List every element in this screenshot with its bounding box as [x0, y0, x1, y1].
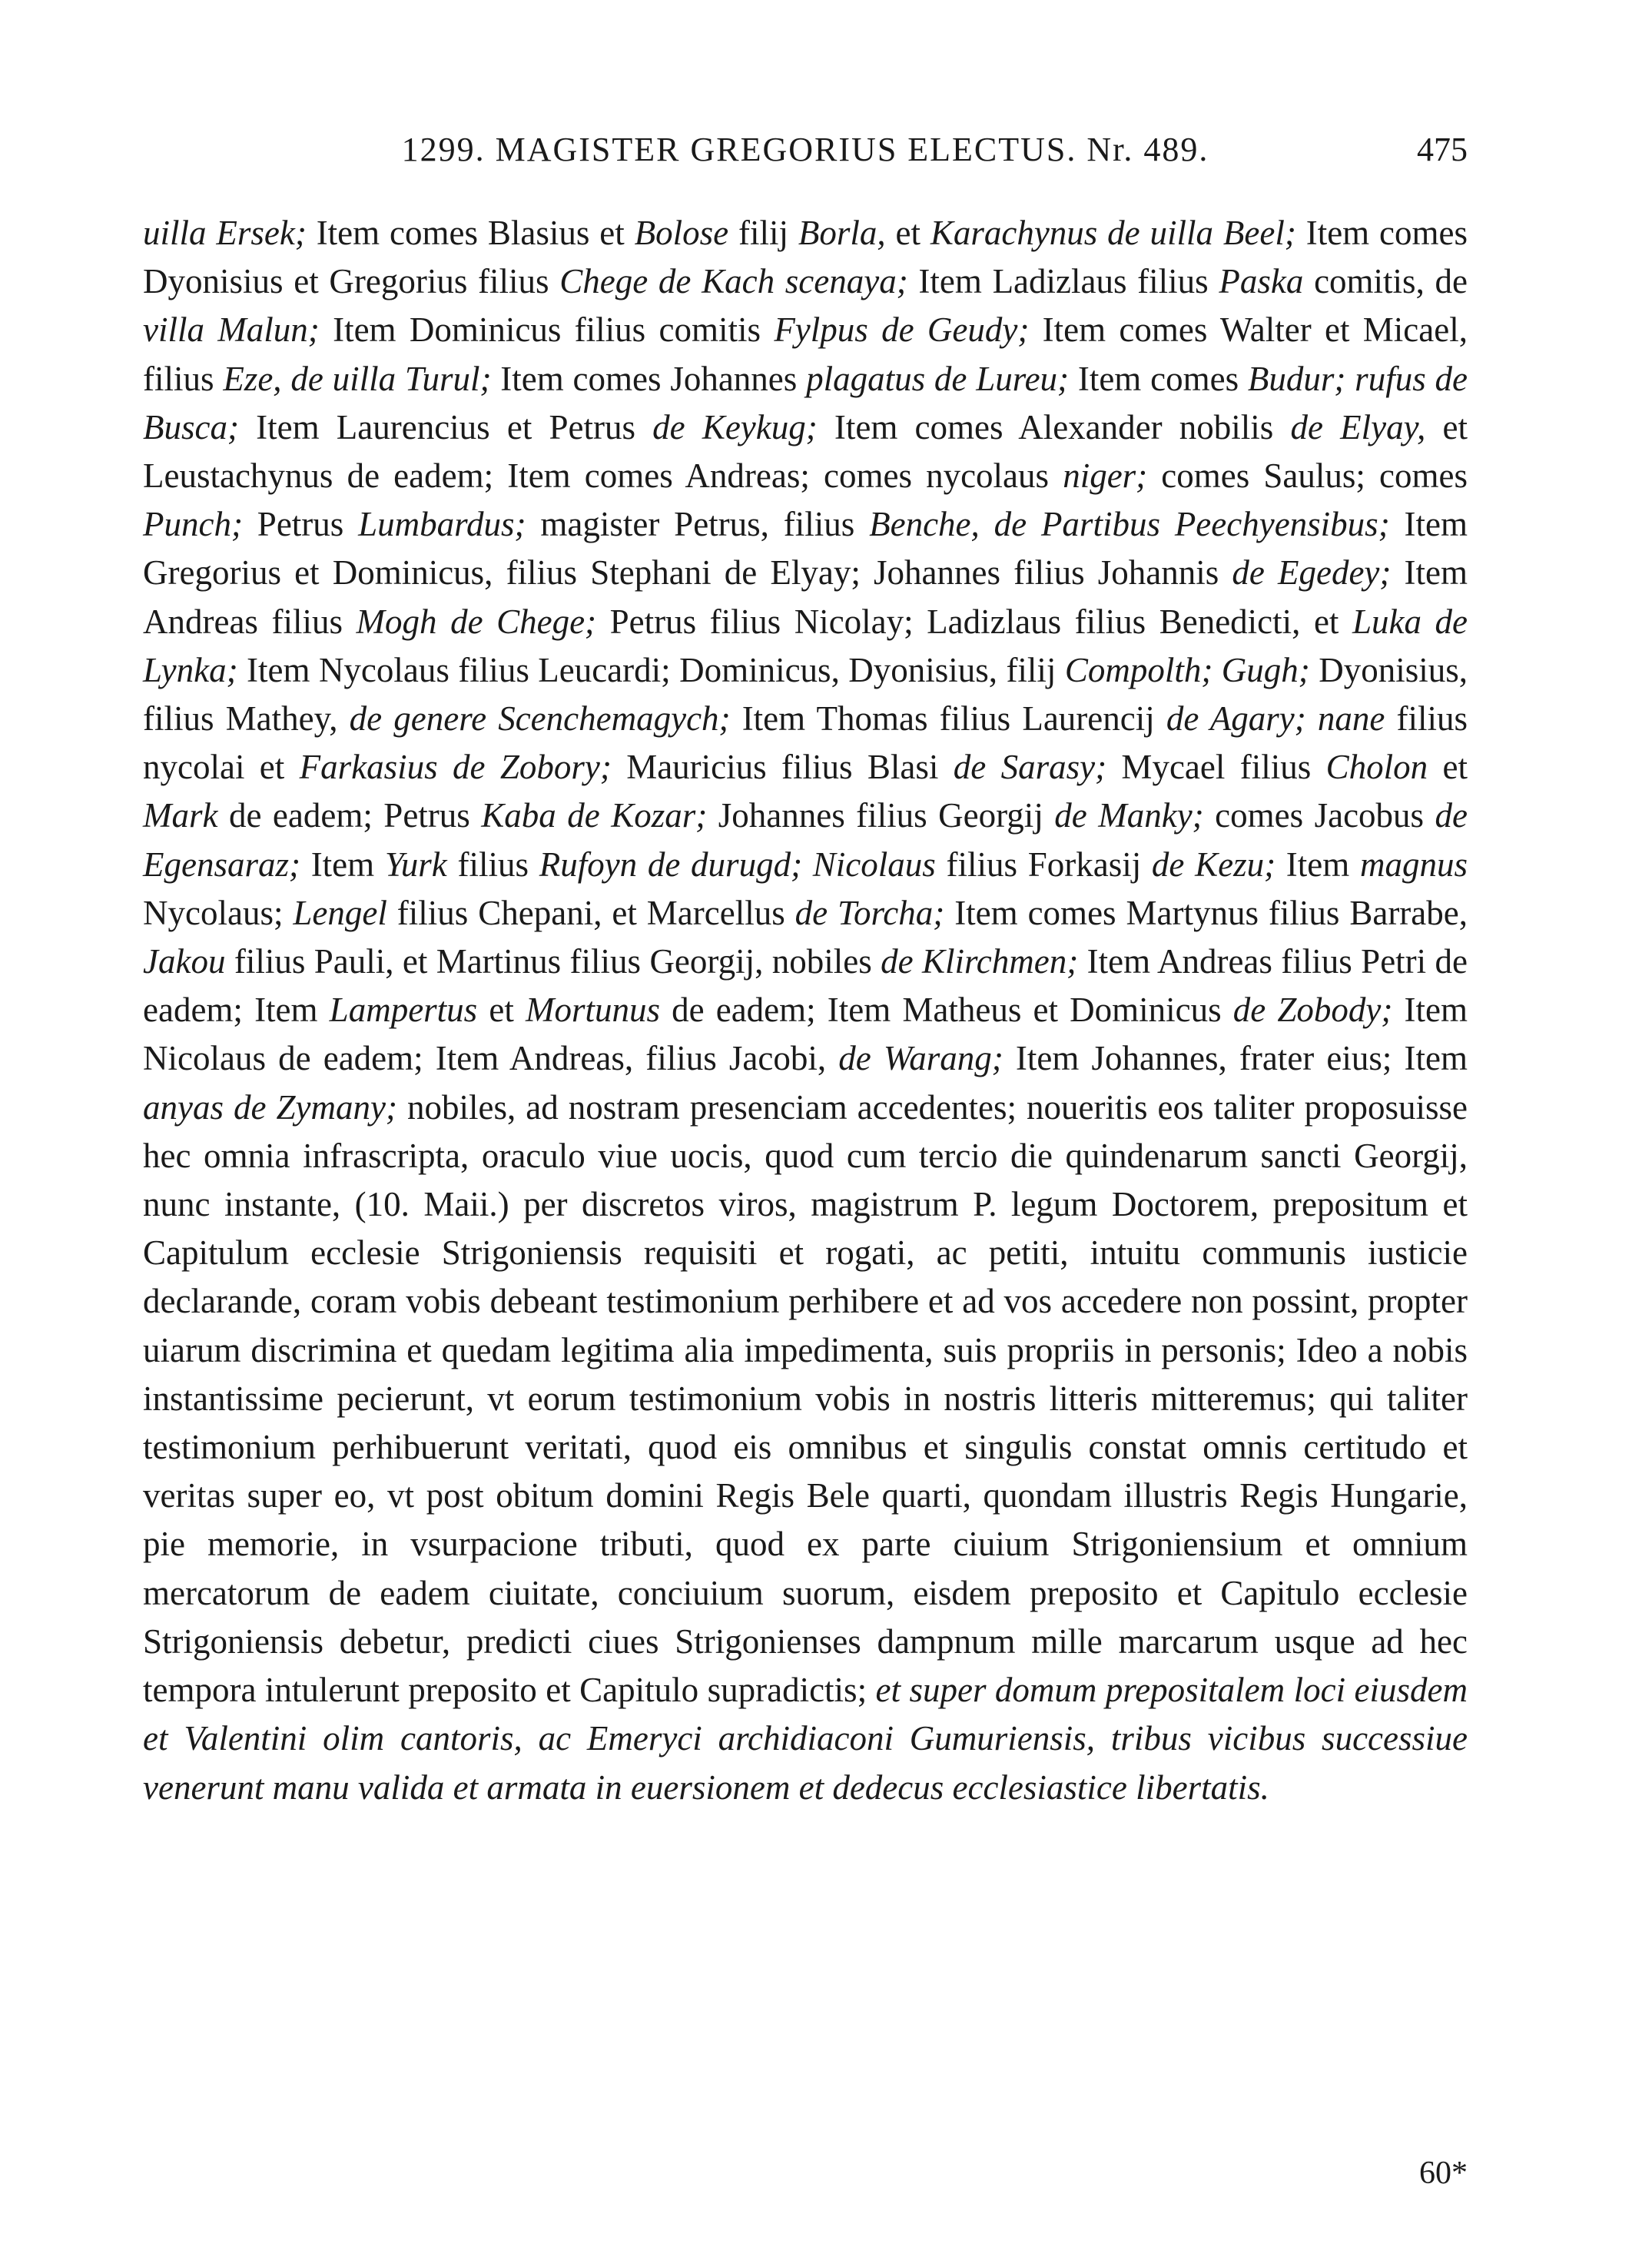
italic-name-run: Borla, — [798, 214, 886, 252]
italic-name-run: Bolose — [634, 214, 729, 252]
text-run: filius nycolai et — [143, 699, 1468, 787]
italic-name-run: de Agary; nane — [1166, 699, 1385, 739]
italic-name-run: Benche, de Partibus Peechyensibus; — [869, 505, 1390, 544]
text-run: comitis, de — [1303, 262, 1468, 301]
italic-name-run: de genere Scenchemagych; — [349, 699, 731, 739]
text-run: nobiles, ad nostram presenciam accedentes; noueritis eos taliter proposuisse hec omnia infrascripta, oraculo viue uocis, quod cum tercio die quindenarum sancti Georgij, nunc instante, (10. Maii.) per discretos viros, magistrum P. legum Doctorem, prepositum et Capitulum ecclesie Strigoniensis requisiti et rogati, ac petiti, intuitu communis iusticie declarande, coram vobis debeant testimonium perhibere et ad vos accedere non possint, propter uiarum discrimina et quedam legitima alia impedimenta, suis propriis in personis; Ideo a nobis instantissime pecierunt, vt eorum testimonium vobis in nostris litteris mitteremus; qui taliter testimonium perhibuerunt veritati, quod eis omnibus et singulis constat omnis certitudo et veritas super eo, vt post obitum domini Regis Bele quarti, quondam illustris Regis Hungarie, pie memorie, in vsurpacione tributi, quod ex parte ciuium Strigoniensium et omnium mercatorum de eadem ciuitate, conciuium suorum, eisdem preposito et Capitulo ecclesie Strigoniensis debetur, predicti ciues Strigonienses dampnum mille marcarum usque ad hec tempora intulerunt preposito et Capitulo supradictis; — [143, 1087, 1468, 1710]
italic-name-run: Luka de Lynka; — [143, 602, 1468, 689]
text-run: Mauricius filius Blasi — [611, 748, 954, 787]
italic-name-run: Lengel — [293, 893, 387, 932]
text-run: Johannes filius Georgij — [707, 796, 1055, 835]
italic-name-run: Yurk — [384, 845, 447, 884]
text-run: Item — [1275, 845, 1360, 884]
italic-name-run: de Egensaraz; — [143, 796, 1468, 884]
text-run: Petrus filius Nicolay; Ladizlaus filius Benedicti, et — [596, 602, 1352, 641]
italic-name-run: anyas de Zymany; — [143, 1087, 397, 1127]
italic-name-run: Mogh de Chege; — [356, 602, 597, 641]
text-run: Item Thomas filius Laurencij — [730, 699, 1166, 739]
italic-name-run: de Warang; — [838, 1039, 1003, 1078]
text-run: Item comes Johannes — [491, 359, 807, 398]
italic-name-run: Budur; rufus de Busca; — [143, 359, 1468, 446]
italic-name-run: Kaba de Kozar; — [481, 796, 708, 835]
text-run: Item Gregorius et Dominicus, filius Stephani de Elyay; Johannes filius Johannis — [143, 505, 1468, 592]
text-run: Item comes — [1069, 359, 1248, 398]
text-run: Dyonisius, filius Mathey, — [143, 650, 1468, 739]
italic-name-run: Fylpus de Geudy; — [774, 310, 1030, 350]
italic-name-run: Karachynus de uilla Beel; — [930, 214, 1296, 252]
text-run: comes Saulus; comes — [1147, 456, 1468, 496]
italic-name-run: Jakou — [143, 942, 226, 981]
italic-name-run: de Kezu; — [1151, 845, 1276, 884]
text-run: Item comes Martynus filius Barrabe, — [944, 893, 1468, 932]
signature-mark: 60* — [1419, 2156, 1468, 2191]
text-run: et — [885, 214, 930, 252]
text-run: Item Ladizlaus filius — [907, 262, 1219, 301]
italic-name-run: de Keykug; — [652, 407, 818, 446]
text-run: Mycael filius — [1106, 748, 1326, 787]
text-run: Item — [300, 845, 385, 884]
text-run: Item Andreas filius Petri de eadem; Item — [143, 942, 1468, 1030]
text-run: filius Forkasij — [935, 845, 1152, 884]
italic-name-run: magnus — [1359, 845, 1468, 884]
italic-name-run: Rufoyn de durugd; Nicolaus — [539, 845, 936, 884]
text-run: Item comes Walter et Micael, filius — [143, 310, 1468, 398]
text-run: Petrus — [242, 505, 359, 544]
italic-name-run: Lampertus — [329, 991, 478, 1030]
italic-name-run: plagatus de Lureu; — [806, 359, 1070, 398]
text-run: magister Petrus, filius — [526, 505, 870, 544]
italic-name-run: de Manky; — [1054, 796, 1204, 835]
italic-name-run: de Egedey; — [1232, 553, 1392, 592]
text-run: et — [1428, 748, 1468, 787]
italic-name-run: de Zobody; — [1232, 991, 1393, 1030]
text-run: comes Jacobus — [1203, 796, 1435, 835]
italic-name-run: de Elyay, — [1290, 407, 1426, 446]
page-header — [143, 123, 1468, 177]
text-run: filij — [728, 214, 798, 252]
text-run: filius Pauli, et Martinus filius Georgij, nobiles — [225, 942, 881, 981]
text-run: Item comes Dyonisius et Gregorius filius — [143, 214, 1468, 301]
italic-name-run: villa Malun; — [143, 310, 320, 350]
text-run: Item Nicolaus de eadem; Item Andreas, filius Jacobi, — [143, 991, 1468, 1078]
italic-name-run: Lumbardus; — [358, 505, 526, 544]
text-run: filius Chepani, et Marcellus — [386, 893, 795, 932]
text-run: Item Laurencius et Petrus — [238, 407, 653, 446]
running-head: 1299. MAGISTER GREGORIUS ELECTUS. Nr. 489. — [401, 131, 1209, 168]
italic-name-run: de Sarasy; — [953, 748, 1107, 787]
page-number: 475 — [1417, 131, 1468, 168]
italic-name-run: de Klirchmen; — [881, 942, 1079, 981]
italic-name-run: Farkasius de Zobory; — [299, 748, 612, 787]
italic-name-run: et super domum prepositalem loci eiusdem et Valentini olim cantoris, ac Emeryci archidiaconi Gumuriensis, tribus vicibus successiue venerunt manu valida et armata in euersionem et dedecus ecclesiastice libertatis. — [143, 1671, 1468, 1807]
text-run: filius — [446, 845, 539, 884]
italic-name-run: Mark — [143, 796, 218, 835]
italic-name-run: Eze, de uilla Turul; — [223, 359, 492, 398]
italic-name-run: Paska — [1219, 262, 1304, 301]
text-run: Item comes Alexander nobilis — [817, 407, 1291, 446]
italic-name-run: de Torcha; — [794, 893, 945, 932]
italic-name-run: Cholon — [1325, 748, 1428, 787]
text-run: et Leustachynus de eadem; Item comes Andreas; comes nycolaus — [143, 407, 1468, 496]
text-run: Item Johannes, frater eius; Item — [1003, 1039, 1468, 1078]
text-run: et — [477, 991, 526, 1030]
italic-name-run: Punch; — [143, 505, 243, 544]
text-run: Item Nycolaus filius Leucardi; Dominicus, Dyonisius, filij — [237, 650, 1065, 689]
text-run: de eadem; Petrus — [217, 796, 482, 835]
text-run: de eadem; Item Matheus et Dominicus — [659, 991, 1233, 1030]
italic-name-run: Mortunus — [525, 991, 660, 1030]
italic-name-run: niger; — [1063, 456, 1148, 496]
text-run: Nycolaus; — [143, 893, 294, 932]
text-run: Item comes Blasius et — [306, 214, 635, 252]
body-text — [143, 209, 1468, 1812]
text-run: Item Andreas filius — [143, 553, 1468, 641]
italic-name-run: Compolth; Gugh; — [1064, 650, 1310, 689]
italic-name-run: uilla Ersek; — [143, 214, 307, 252]
italic-name-run: Chege de Kach scenaya; — [559, 262, 908, 301]
text-run: Item Dominicus filius comitis — [319, 310, 775, 350]
